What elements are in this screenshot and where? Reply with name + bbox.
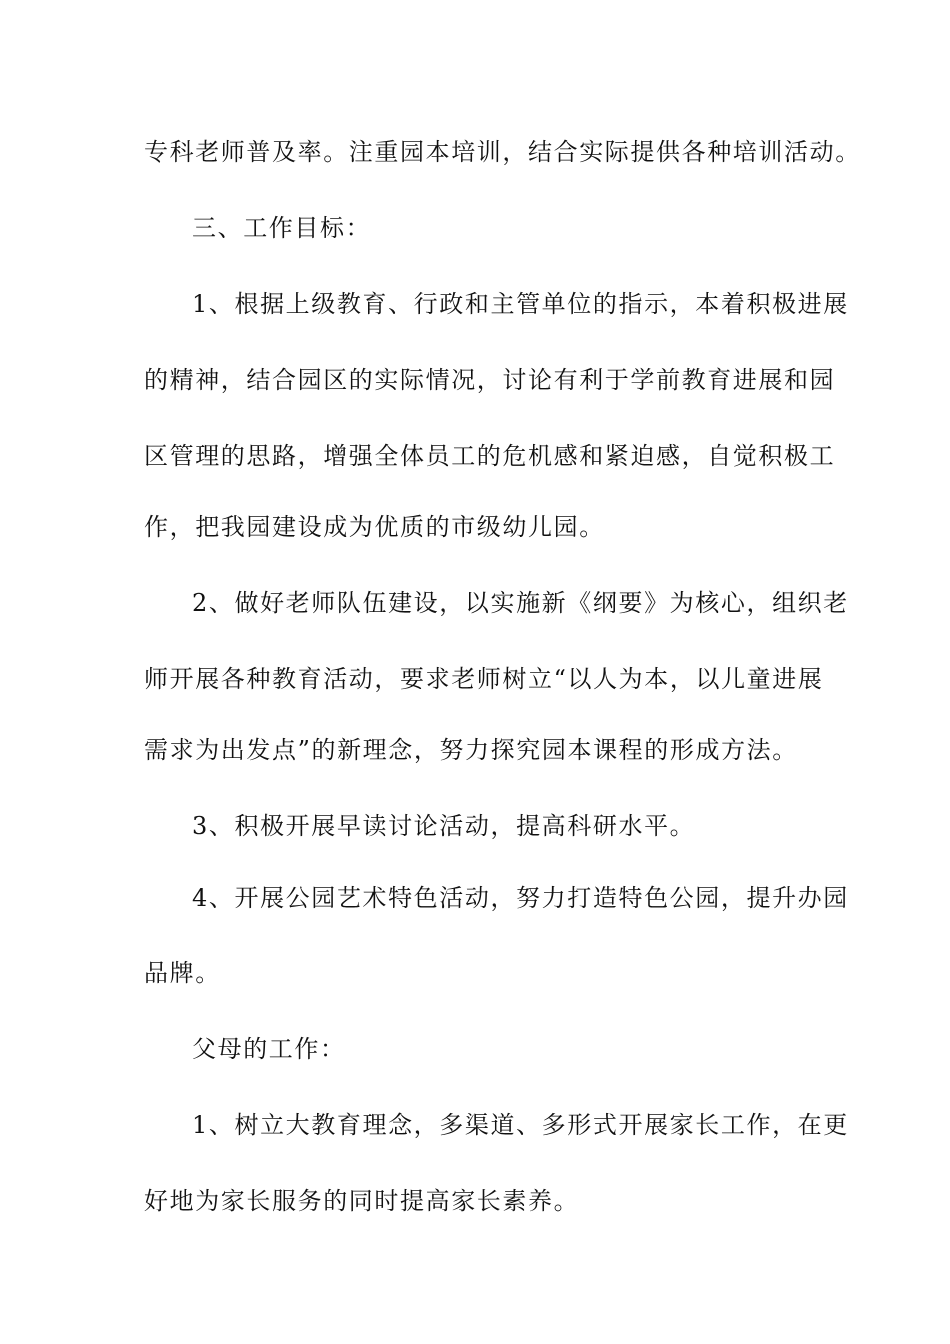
text-line: 的精神，结合园区的实际情况，讨论有利于学前教育进展和园 <box>144 366 836 394</box>
text-line: 需求为出发点”的新理念，努力探究园本课程的形成方法。 <box>144 736 798 764</box>
text-line: 好地为家长服务的同时提高家长素养。 <box>144 1187 580 1215</box>
text-line: 3、积极开展早读讨论活动，提高科研水平。 <box>192 812 696 840</box>
text-line: 师开展各种教育活动，要求老师树立“以人为本，以儿童进展 <box>144 665 824 693</box>
text-line: 4、开展公园艺术特色活动，努力打造特色公园，提升办园 <box>192 884 849 912</box>
text-line: 作，把我园建设成为优质的市级幼儿园。 <box>144 513 605 541</box>
section-heading-work-goals: 三、工作目标： <box>192 214 372 242</box>
text-line: 品牌。 <box>144 959 221 987</box>
section-heading-parent-work: 父母的工作： <box>192 1035 346 1063</box>
text-line: 2、做好老师队伍建设，以实施新《纲要》为核心，组织老 <box>192 589 849 617</box>
text-line: 1、树立大教育理念，多渠道、多形式开展家长工作，在更 <box>192 1111 849 1139</box>
text-line: 1、根据上级教育、行政和主管单位的指示，本着积极进展 <box>192 290 849 318</box>
text-line: 区管理的思路，增强全体员工的危机感和紧迫感，自觉积极工 <box>144 442 836 470</box>
text-line: 专科老师普及率。注重园本培训，结合实际提供各种培训活动。 <box>144 138 861 166</box>
